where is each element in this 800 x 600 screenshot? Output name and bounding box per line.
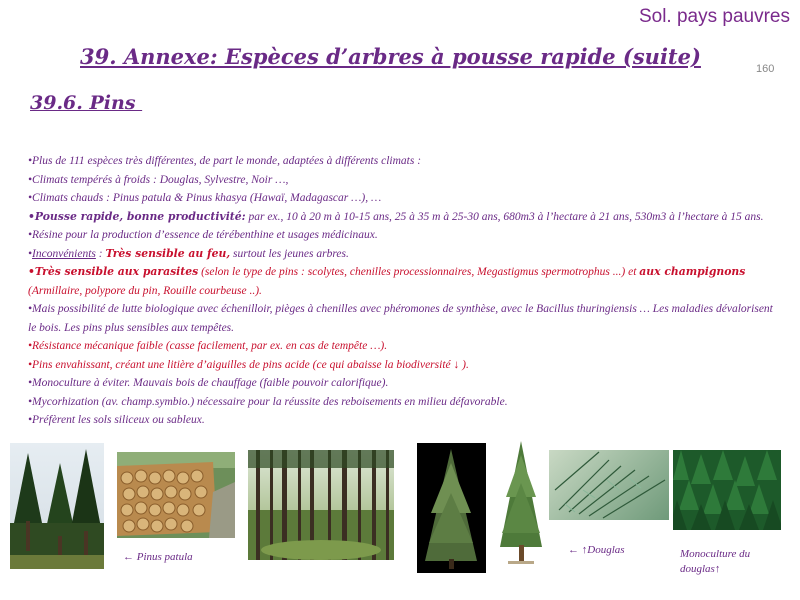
pine-trees-photo xyxy=(10,443,104,569)
bullet-temperate: •Climats tempérés à froids : Douglas, Sylvestre, Noir …, xyxy=(28,173,289,186)
corner-label: Sol. pays pauvres xyxy=(638,6,790,27)
caption-pinus-patula: ← Pinus patula xyxy=(123,551,193,563)
douglas-tree-photo xyxy=(490,437,552,567)
slide-title: 39. Annexe: Espèces d’arbres à pousse rapide (suite) xyxy=(80,44,701,69)
section-heading: 39.6. Pins xyxy=(30,92,143,114)
bullet-biocontrol: •Mais possibilité de lutte biologique avec échenilloir, pièges à chenilles avec phéromones de synthèse, avec le Bacillus thuringiensis … Les maladies dévalorisent le bois. Les pins plus sensibles aux tempêtes. xyxy=(28,303,773,334)
bullet-resin: •Résine pour la production d’essence de térébenthine et usages médicinaux. xyxy=(28,229,378,241)
monoculture-photo xyxy=(673,450,781,530)
bullet-species: •Plus de 111 espèces très différentes, de part le monde, adaptées à différents climats : xyxy=(28,155,422,167)
bullet-invasive: •Pins envahissant, créant une litière d’aiguilles de pins acide (ce qui abaisse la biodiversité ↓ ). xyxy=(28,358,469,371)
fungi-bold: aux champignons xyxy=(639,265,746,278)
bullet-hot-climates: •Climats chauds : Pinus patula & Pinus khasya (Hawaï, Madagascar …), … xyxy=(28,192,382,204)
bullet-soils: •Préfèrent les sols siliceux ou sableux. xyxy=(28,414,205,426)
bullet-mycorrhization: •Mycorhization (av. champ.symbio.) nécessaire pour la réussite des reboisements en milieu défavorable. xyxy=(28,395,508,408)
bullet-list xyxy=(28,152,780,430)
parasites-bold: •Très sensible aux parasites xyxy=(28,265,199,278)
caption-monoculture-2: douglas↑ xyxy=(680,563,721,575)
pine-needles-photo xyxy=(549,450,669,520)
parasites-text: (selon le type de pins : scolytes, chenilles processionnaires, Megastigmus spermotrophus ...) et xyxy=(198,266,640,278)
bullet-resistance: •Résistance mécanique faible (casse facilement, par ex. en cas de tempête …). xyxy=(28,340,388,352)
fire-text: surtout les jeunes arbres. xyxy=(230,247,349,260)
drawbacks-colon: : xyxy=(95,247,106,260)
fire-bold: Très sensible au feu, xyxy=(105,246,231,260)
fungi-text: (Armillaire, polypore du pin, Rouille courbeuse ..). xyxy=(28,284,262,297)
bullet-growth xyxy=(28,208,780,227)
bullet-parasites xyxy=(28,263,780,300)
caption-douglas: ← ↑Douglas xyxy=(568,544,625,556)
drawbacks-link[interactable]: Inconvénients xyxy=(32,247,96,260)
bullet-monoculture: •Monoculture à éviter. Mauvais bois de chauffage (faible pouvoir calorifique). xyxy=(28,377,389,389)
bullet-drawbacks xyxy=(28,245,780,264)
bullet-dot: • xyxy=(28,247,33,260)
growth-text: par ex., 10 à 20 m à 10-15 ans, 25 à 35 m à 25-30 ans, 680m3 à l’hectare à 21 ans, 530m3 à l’hectare à 15 ans. xyxy=(245,210,764,223)
page-number: 160 xyxy=(756,63,775,75)
pine-black-photo xyxy=(417,443,486,573)
log-pile-photo xyxy=(117,452,235,538)
forest-photo xyxy=(248,450,394,560)
growth-bold: •Pousse rapide, bonne productivité: xyxy=(28,209,246,223)
caption-monoculture-1: Monoculture du xyxy=(680,548,751,560)
